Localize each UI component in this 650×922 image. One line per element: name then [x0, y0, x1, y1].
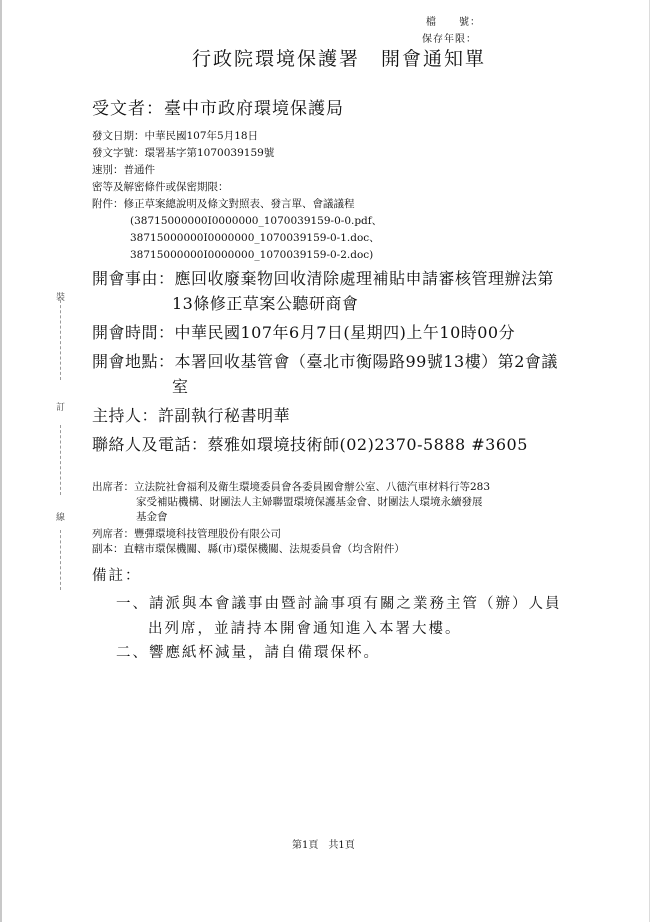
- page-number: 第1頁 共1頁: [292, 840, 355, 851]
- observers: 列席者：豐彈環境科技管理股份有限公司: [92, 528, 281, 540]
- recipient: 受文者：臺中市政府環境保護局: [92, 99, 344, 119]
- binding-mark-ding: 訂: [56, 403, 66, 413]
- meeting-location-line-2: 室: [172, 377, 189, 396]
- document-title: 行政院環境保護署 開會通知單: [192, 48, 487, 70]
- note-item-2: 二、響應紙杯減量，請自備環保杯。: [116, 645, 380, 661]
- attachment-file: 38715000000I0000000_1070039159-0-1.doc、: [130, 232, 380, 244]
- meeting-location-line-1: 開會地點：本署回收基管會（臺北市衡陽路99號13樓）第2會議: [92, 352, 558, 371]
- binding-mark-xian: 線: [56, 513, 66, 523]
- retention-period-label: 保存年限：: [422, 34, 477, 45]
- meeting-contact: 聯絡人及電話：蔡雅如環境技術師(02)2370-5888 #3605: [92, 435, 528, 454]
- meeting-subject-line-1: 開會事由：應回收廢棄物回收清除處理補貼申請審核管理辦法第: [92, 269, 555, 288]
- issue-meta: [92, 128, 382, 264]
- notes-label: 備註：: [92, 568, 142, 584]
- attachments-label: 附件：修正草案總說明及條文對照表、發言單、會議議程: [92, 198, 355, 210]
- security-level: 密等及解密條件或保密期限：: [92, 181, 229, 193]
- attendees-line-1: 出席者：立法院社會福利及衛生環境委員會各委員國會辦公室、八德汽車材料行等283: [92, 481, 491, 493]
- note-item-1-line-1: 一、請派與本會議事由暨討論事項有關之業務主管（辦）人員: [116, 596, 562, 612]
- copies: 副本：直轄市環保機關、縣(市)環保機關、法規委員會（均含附件）: [92, 543, 405, 555]
- issue-date: 發文日期：中華民國107年5月18日: [92, 130, 259, 142]
- meeting-subject-line-2: 13條修正草案公聽研商會: [172, 294, 359, 313]
- attachment-file: 38715000000I0000000_1070039159-0-2.doc): [130, 249, 374, 261]
- attendees-line-3: 基金會: [136, 511, 168, 523]
- attendees-line-2: 家受補貼機構、財團法人主婦聯盟環境保護基金會、財團法人環境永續發展: [136, 496, 483, 508]
- issue-number: 發文字號：環署基字第1070039159號: [92, 147, 275, 159]
- file-number-label: 檔 號：: [426, 17, 481, 28]
- note-item-1-line-2: 出列席，並請持本開會通知進入本署大樓。: [148, 621, 462, 637]
- binding-dash-bottom: [60, 530, 61, 590]
- binding-mark-zhuang: 裝: [56, 293, 66, 303]
- attachment-file: (38715000000I0000000_1070039159-0-0.pdf、: [130, 215, 383, 227]
- meeting-time: 開會時間：中華民國107年6月7日(星期四)上午10時00分: [92, 323, 516, 342]
- meeting-chair: 主持人：許副執行秘書明華: [92, 406, 291, 425]
- binding-dash-top: [60, 300, 61, 380]
- delivery-speed: 速別：普通件: [92, 164, 155, 176]
- binding-dash-middle: [60, 425, 61, 495]
